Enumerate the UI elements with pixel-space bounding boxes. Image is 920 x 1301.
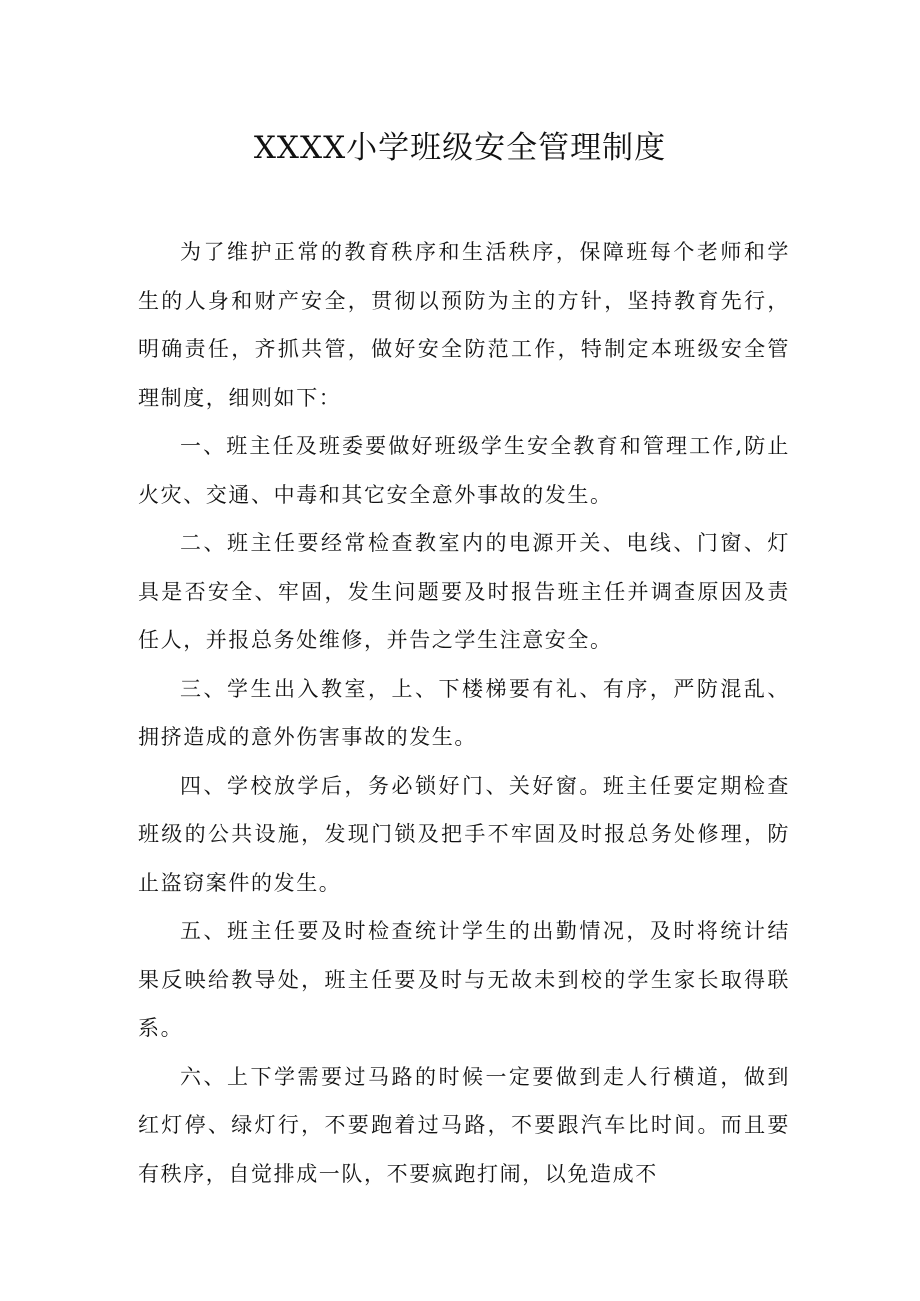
document-body xyxy=(138,228,790,1198)
rule-paragraph-5: 五、班主任要及时检查统计学生的出勤情况，及时将统计结果反映给教导处，班主任要及时与无故未到校的学生家长取得联系。 xyxy=(138,919,790,1040)
rule-paragraph-1: 一、班主任及班委要做好班级学生安全教育和管理工作,防止火灾、交通、中毒和其它安全意外事故的发生。 xyxy=(138,434,790,507)
document-title: XXXX小学班级安全管理制度 xyxy=(253,130,667,166)
rule-paragraph-3: 三、学生出入教室，上、下楼梯要有礼、有序，严防混乱、拥挤造成的意外伤害事故的发生。 xyxy=(138,676,790,749)
rule-paragraph-4: 四、学校放学后，务必锁好门、关好窗。班主任要定期检查班级的公共设施，发现门锁及把手不牢固及时报总务处修理，防止盗窃案件的发生。 xyxy=(138,773,790,895)
rule-paragraph-2: 二、班主任要经常检查教室内的电源开关、电线、门窗、灯具是否安全、牢固，发生问题要及时报告班主任并调查原因及责任人，并报总务处维修，并告之学生注意安全。 xyxy=(138,531,790,652)
rule-paragraph-6: 六、上下学需要过马路的时候一定要做到走人行横道，做到红灯停、绿灯行，不要跑着过马路，不要跟汽车比时间。而且要有秩序，自觉排成一队，不要疯跑打闹，以免造成不 xyxy=(138,1064,790,1186)
intro-paragraph: 为了维护正常的教育秩序和生活秩序，保障班每个老师和学生的人身和财产安全，贯彻以预防为主的方针，坚持教育先行，明确责任，齐抓共管，做好安全防范工作，特制定本班级安全管理制度，细则如下： xyxy=(138,240,790,410)
